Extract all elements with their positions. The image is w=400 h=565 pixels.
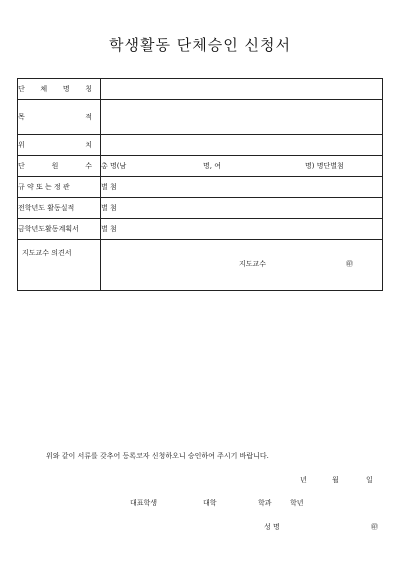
table-row <box>18 79 383 100</box>
advisor-label: 지도교수 <box>239 260 267 268</box>
row-label-prev-activities: 전학년도 활동실적 <box>18 198 101 219</box>
row-label-advisor-opinion: 지도교수 의견서 <box>18 240 101 291</box>
advisor-seal: ㊞ <box>346 260 353 268</box>
table-row <box>18 177 383 198</box>
location-field[interactable] <box>101 135 383 156</box>
row-label-bylaws: 규 약 또 는 정 관 <box>18 177 101 198</box>
signature-seal: ㊞ <box>371 523 378 531</box>
row-label-group-name: 단 체 명 칭 <box>18 79 101 100</box>
group-name-field[interactable] <box>101 79 383 100</box>
table-row <box>18 135 383 156</box>
row-label-location: 위 치 <box>18 135 101 156</box>
form-title: 학생활동 단체승인 신청서 <box>109 36 291 54</box>
member-count-field[interactable]: 총 명(남 명, 여 명) 명단별첨 <box>101 156 383 177</box>
row-label-purpose: 목 적 <box>18 100 101 135</box>
day-label: 일 <box>366 476 373 484</box>
prev-activities-field[interactable]: 별 첨 <box>101 198 383 219</box>
table-row <box>18 240 383 291</box>
table-row <box>18 156 383 177</box>
table-row <box>18 198 383 219</box>
purpose-field[interactable] <box>101 100 383 135</box>
bylaws-field[interactable]: 별 첨 <box>101 177 383 198</box>
row-label-activity-plan: 금학년도활동계획서 <box>18 219 101 240</box>
representative-label: 대표학생 <box>130 499 158 507</box>
request-statement: 위와 같이 서류를 갖추어 등록코자 신청하오니 승인하여 주시기 바랍니다. <box>46 452 269 460</box>
application-form-table <box>17 78 383 291</box>
table-row <box>18 219 383 240</box>
year-label: 년 <box>300 476 307 484</box>
table-row <box>18 100 383 135</box>
advisor-opinion-field[interactable] <box>101 240 383 291</box>
college-label: 대학 <box>203 499 217 507</box>
month-label: 월 <box>332 476 339 484</box>
row-label-member-count: 단 원 수 <box>18 156 101 177</box>
signature-name-label: 성 명 <box>264 523 280 531</box>
grade-label: 학년 <box>290 499 304 507</box>
department-label: 학과 <box>258 499 272 507</box>
activity-plan-field[interactable]: 별 첨 <box>101 219 383 240</box>
